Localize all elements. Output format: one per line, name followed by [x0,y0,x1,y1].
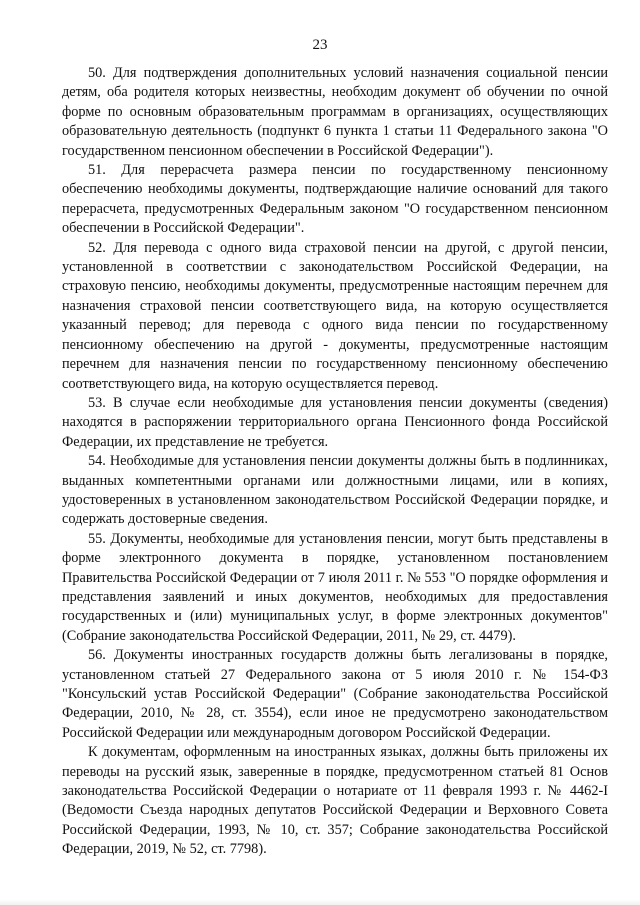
paragraph-51: 51. Для перерасчета размера пенсии по государственному пенсионному обеспечению необходимы документы, подтверждающие наличие оснований для такого перерасчета, предусмотренных Федеральным законом "О государственном пенсионном обеспечении в Российской Федерации". [62,162,608,237]
paragraph-translation-requirement: К документам, оформленным на иностранных языках, должны быть приложены их переводы на русский язык, заверенные в порядке, предусмотренном статьей 81 Основ законодательства Российской Федерации о нотариате от 11 февраля 1993 г. № 4462-I (Ведомости Съезда народных депутатов Российской Федерации и Верховного Совета Российской Федерации, 1993, № 10, ст. 357; Собрание законодательства Российской Федерации, 2019, № 52, ст. 7798). [62,744,608,858]
paragraph-54: 54. Необходимые для установления пенсии документы должны быть в подлинниках, выданных компетентными органами или должностными лицами, или в копиях, удостоверенных в установленном законодательством Российской Федерации порядке, и содержать достоверные сведения. [62,453,608,528]
paragraph-55: 55. Документы, необходимые для установления пенсии, могут быть представлены в форме электронного документа в порядке, установленном постановлением Правительства Российской Федерации от 7 июля 2011 г. № 553 "О порядке оформления и представления заявлений и иных документов, необходимых для предоставления государственных и (или) муниципальных услуг, в форме электронных документов" (Собрание законодательства Российской Федерации, 2011, № 29, ст. 4479). [62,530,608,644]
paragraph-53: 53. В случае если необходимые для установления пенсии документы (сведения) находятся в распоряжении территориального органа Пенсионного фонда Российской Федерации, их представление не требуется. [62,394,608,450]
paragraph-52: 52. Для перевода с одного вида страховой пенсии на другой, с другой пенсии, установленной в соответствии с законодательством Российской Федерации, на страховую пенсию, необходимы документы, предусмотренные настоящим перечнем для назначения страховой пенсии соответствующего вида, на которую осуществляется указанный перевод; для перевода с одного вида пенсии по государственному пенсионному обеспечению на другой - документы, предусмотренные настоящим перечнем для назначения пенсии по государственному пенсионному обеспечению соответствующего вида, на которую осуществляется перевод. [62,239,608,392]
page-bottom-edge [0,899,640,905]
paragraph-50: 50. Для подтверждения дополнительных условий назначения социальной пенсии детям, оба родителя которых неизвестны, необходим документ об обучении по очной форме по основным образовательным программам в организациях, осуществляющих образовательную деятельность (подпункт 6 пункта 1 статьи 11 Федерального закона "О государственном пенсионном обеспечении в Российской Федерации"). [62,65,608,159]
document-body [62,64,608,860]
page-number: 23 [312,37,328,53]
paragraph-56: 56. Документы иностранных государств должны быть легализованы в порядке, установленном статьей 27 Федерального закона от 5 июля 2010 г. № 154-ФЗ "Консульский устав Российской Федерации" (Собрание законодательства Российской Федерации, 2010, № 28, ст. 3554), если иное не предусмотрено законодательством Российской Федерации или международным договором Российской Федерации. [62,647,608,741]
